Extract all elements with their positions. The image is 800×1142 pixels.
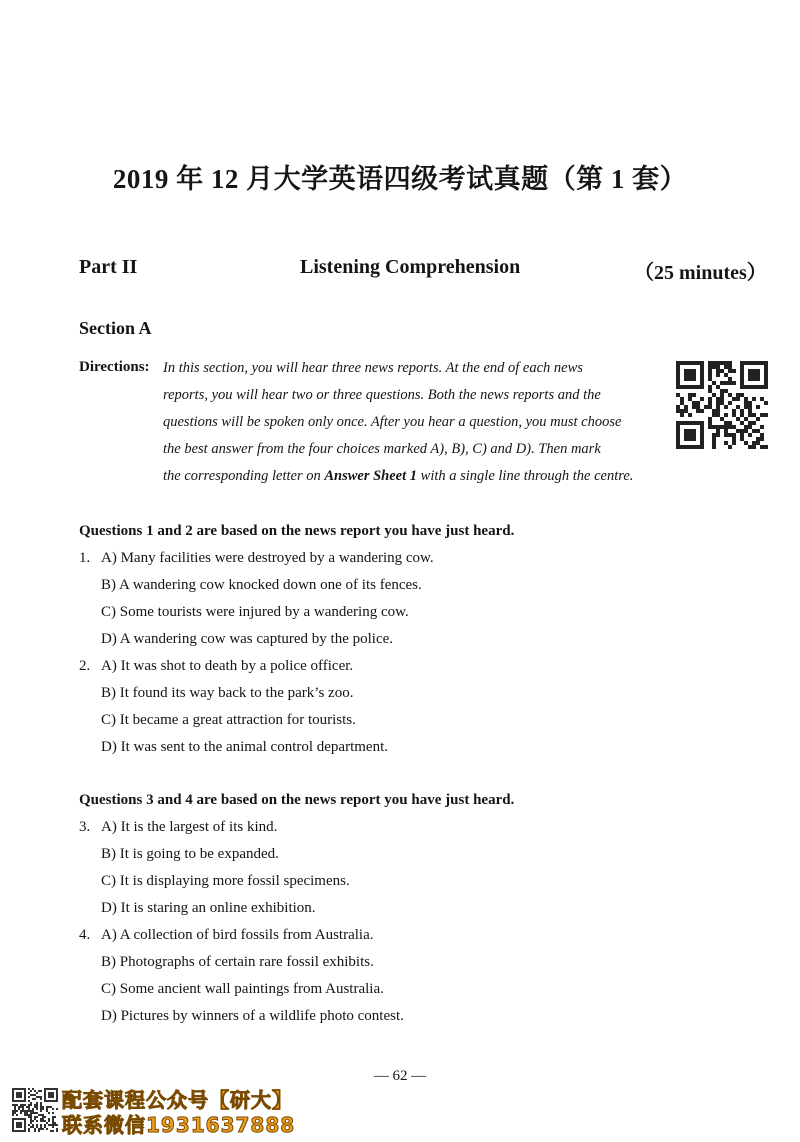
directions-line: questions will be spoken only once. After you hear a question, you must choose	[163, 414, 622, 430]
option-letter: B)	[101, 846, 116, 862]
option-letter: B)	[101, 685, 116, 701]
option-row	[101, 846, 279, 863]
option-row	[101, 819, 277, 836]
option-letter: C)	[101, 981, 116, 997]
section-title: Section A	[79, 318, 152, 338]
option-row	[101, 900, 316, 917]
question-group-heading: Questions 1 and 2 are based on the news report you have just heard.	[79, 523, 515, 539]
option-text: A wandering cow knocked down one of its fences.	[118, 577, 422, 593]
directions-line-last	[163, 468, 633, 485]
option-row	[101, 550, 434, 567]
option-text: It is the largest of its kind.	[120, 819, 278, 835]
directions-line: the best answer from the four choices marked A), B), C) and D). Then mark	[163, 441, 601, 457]
option-letter: D)	[101, 900, 117, 916]
option-letter: C)	[101, 873, 116, 889]
option-row	[101, 712, 356, 729]
option-row	[101, 631, 393, 648]
directions-text: with a single line through the centre.	[417, 468, 634, 484]
watermark-line-1: 配套课程公众号【研大】	[62, 1088, 293, 1112]
question-number: 4.	[79, 927, 91, 943]
question-group-heading: Questions 3 and 4 are based on the news report you have just heard.	[79, 792, 515, 808]
option-row	[101, 954, 374, 971]
page-title: 2019 年 12 月大学英语四级考试真题（第 1 套）	[112, 164, 688, 194]
option-text: It was shot to death by a police officer.	[120, 658, 354, 674]
option-text: It became a great attraction for tourists.	[119, 712, 356, 728]
option-letter: A)	[101, 550, 117, 566]
directions-text: the corresponding letter on	[163, 468, 325, 484]
directions-line: reports, you will hear two or three questions. Both the news reports and the	[163, 387, 601, 403]
option-text: Pictures by winners of a wildlife photo contest.	[120, 1008, 404, 1024]
option-row	[101, 1008, 404, 1025]
option-letter: B)	[101, 954, 116, 970]
option-letter: D)	[101, 1008, 117, 1024]
option-row	[101, 981, 384, 998]
option-text: Many facilities were destroyed by a wandering cow.	[120, 550, 434, 566]
watermark-qr-icon	[12, 1087, 58, 1133]
option-letter: A)	[101, 819, 117, 835]
answer-sheet-ref: Answer Sheet 1	[324, 468, 418, 484]
question-number: 1.	[79, 550, 91, 566]
option-text: It found its way back to the park’s zoo.	[119, 685, 354, 701]
option-row	[101, 604, 409, 621]
option-text: It is displaying more fossil specimens.	[119, 873, 350, 889]
option-row	[101, 658, 353, 675]
option-text: Photographs of certain rare fossil exhibits.	[119, 954, 374, 970]
question-number: 2.	[79, 658, 91, 674]
option-text: It was sent to the animal control department.	[120, 739, 388, 755]
option-text: A collection of bird fossils from Australia.	[119, 927, 374, 943]
option-letter: B)	[101, 577, 116, 593]
option-letter: D)	[101, 631, 117, 647]
option-row	[101, 685, 353, 702]
option-row	[101, 577, 422, 594]
watermark-line-2: 联系微信1931637888	[62, 1113, 296, 1137]
option-letter: A)	[101, 927, 117, 943]
part-name: Listening Comprehension	[300, 256, 521, 278]
part-time: （25 minutes）	[634, 262, 767, 284]
part-label: Part II	[79, 256, 138, 278]
option-text: It is staring an online exhibition.	[120, 900, 316, 916]
option-text: It is going to be expanded.	[119, 846, 279, 862]
option-text: Some tourists were injured by a wandering cow.	[119, 604, 409, 620]
directions-line: In this section, you will hear three news reports. At the end of each news	[163, 360, 583, 376]
question-number: 3.	[79, 819, 91, 835]
qr-code-icon[interactable]	[676, 361, 768, 449]
option-letter: C)	[101, 712, 116, 728]
option-text: Some ancient wall paintings from Australia.	[119, 981, 384, 997]
option-letter: C)	[101, 604, 116, 620]
option-row	[101, 873, 350, 890]
option-letter: A)	[101, 658, 117, 674]
page-number: — 62 —	[373, 1068, 427, 1084]
directions-label: Directions:	[79, 359, 150, 375]
option-row	[101, 927, 373, 944]
option-text: A wandering cow was captured by the police.	[119, 631, 394, 647]
option-letter: D)	[101, 739, 117, 755]
option-row	[101, 739, 388, 756]
